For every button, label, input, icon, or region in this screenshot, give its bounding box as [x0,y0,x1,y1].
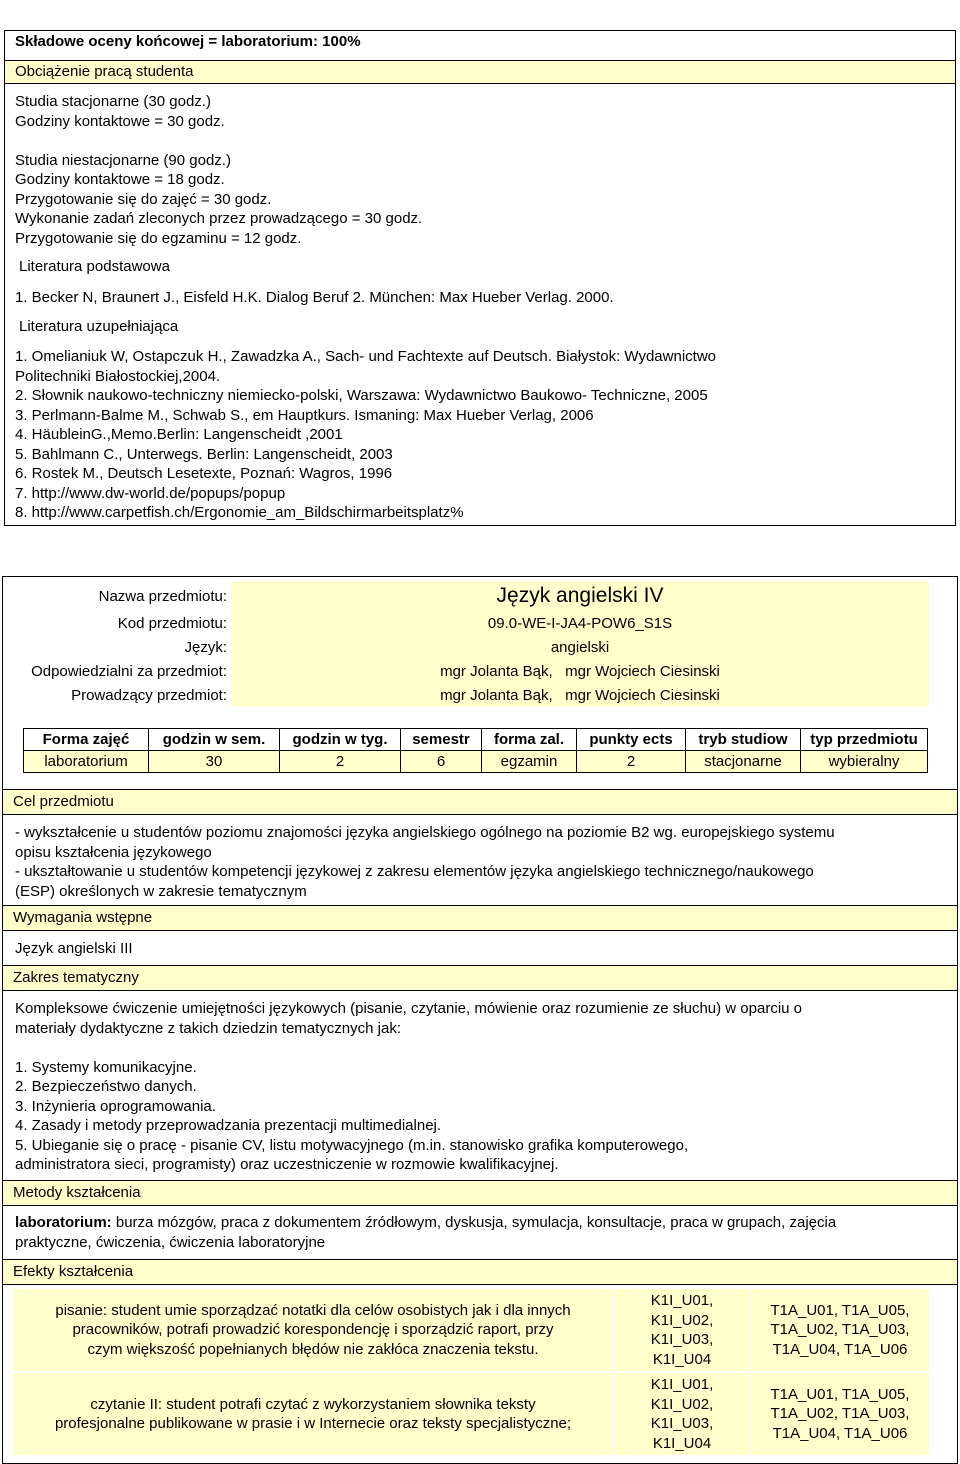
class-forms-table [23,728,928,773]
forms-cell: 2 [577,751,686,773]
workload-line: Przygotowanie się do egzaminu = 12 godz. [15,229,302,247]
forms-cell: stacjonarne [686,751,801,773]
subject-teachers: mgr Jolanta Bąk, mgr Wojciech Ciesinski [231,683,929,707]
effects-title: Efekty kształcenia [13,1263,134,1280]
effect-code: K1I_U02, [650,1395,714,1413]
scope-line [15,1038,945,1058]
goal-section-title [3,789,957,815]
effects-table [11,1287,931,1457]
subject-responsible: mgr Jolanta Bąk, mgr Wojciech Ciesinski [231,659,929,683]
workload-line [5,131,422,151]
top-section [4,30,956,526]
requirements-title: Wymagania wstępne [13,909,153,926]
lit-basic-item: 1. Becker N, Braunert J., Eisfeld H.K. Dialog Beruf 2. München: Max Hueber Verlag. 2000. [15,289,614,306]
effect-outcome: T1A_U04, T1A_U06 [772,1340,908,1358]
workload-line: Godziny kontaktowe = 30 godz. [15,112,225,130]
forms-header: forma zal. [482,729,577,751]
effect-code: K1I_U03, [650,1415,714,1432]
methods-form: laboratorium: [15,1214,112,1231]
workload-title: Obciążenie pracą studenta [5,60,955,84]
goal-title: Cel przedmiotu [13,793,114,810]
grade-line: Składowe oceny końcowej = laboratorium: 100% [5,31,955,53]
scope-line: materiały dydaktyczne z takich dziedzin tematycznych jak: [15,1019,401,1037]
subject-card [2,576,958,1464]
workload-line: Studia stacjonarne (30 godz.) [15,93,211,110]
info-label: Odpowiedzialni za przedmiot: [31,662,227,680]
lit-extra-title: Literatura uzupełniająca [19,318,179,335]
forms-header: typ przedmiotu [801,729,928,751]
effect-outcome: T1A_U02, T1A_U03, [770,1321,910,1339]
info-label: Nazwa przedmiotu: [98,587,227,605]
lit-extra-item: 3. Perlmann-Balme M., Schwab S., em Hauptkurs. Ismaning: Max Hueber Verlag, 2006 [15,406,594,424]
forms-header: punkty ects [577,729,686,751]
lit-extra-item: 5. Bahlmann C., Unterwegs. Berlin: Langenscheidt, 2003 [15,445,393,463]
methods-text [15,1213,945,1252]
lit-extra-item: 6. Rostek M., Deutsch Lesetexte, Poznań: Wagros, 1996 [15,465,393,482]
scope-line: administratora sieci, programisty) oraz uczestniczenie w rozmowie kwalifikacyjnej. [15,1156,559,1173]
lit-extra-item: Politechniki Białostockiej,2004. [15,367,221,385]
goal-text [15,823,945,901]
effect-desc-line: czytanie II: student potrafi czytać z wykorzystaniem słownika teksty [90,1395,536,1413]
forms-cell: 30 [149,751,280,773]
requirements-section-title [3,905,957,931]
lit-extra-item: 2. Słownik naukowo-techniczny niemiecko-polski, Warszawa: Wydawnictwo Baukowo- Techniczne, 2005 [15,387,708,404]
info-label: Prowadzący przedmiot: [71,686,227,704]
effect-outcome: T1A_U02, T1A_U03, [770,1405,910,1423]
forms-cell: egzamin [482,751,577,773]
subject-info-table [9,581,929,707]
forms-cell: 6 [401,751,482,773]
effects-row [13,1373,929,1455]
effect-codes [615,1289,749,1371]
scope-section-title [3,965,957,991]
effect-outcomes [751,1373,929,1455]
scope-line: Kompleksowe ćwiczenie umiejętności językowych (pisanie, czytanie, mówienie oraz rozumienie ze słuchu) w oparciu o [15,1000,803,1017]
forms-cell: 2 [280,751,401,773]
methods-section-title [3,1180,957,1206]
goal-line: - ukształtowanie u studentów kompetencji językowej z zakresu elementów języka angielskiego technicznego/naukowego [15,863,814,880]
effect-code: K1I_U04 [652,1434,712,1452]
goal-line: opisu kształcenia językowego [15,843,212,861]
goal-line: - wykształcenie u studentów poziomu znajomości języka angielskiego ogólnego na poziomie B2 wg. europejskiego systemu [15,824,835,841]
lit-extra-item: 1. Omelianiuk W, Ostapczuk H., Zawadzka A., Sach- und Fachtexte auf Deutsch. Białystok: Wydawnictwo [15,348,716,365]
forms-header: tryb studiow [686,729,801,751]
forms-cell: wybieralny [801,751,928,773]
subject-code: 09.0-WE-I-JA4-POW6_S1S [231,611,929,635]
scope-line: 1. Systemy komunikacyjne. [15,1058,197,1076]
scope-line: 2. Bezpieczeństwo danych. [15,1078,197,1095]
workload-line: Studia niestacjonarne (90 godz.) [15,151,231,169]
forms-header: semestr [401,729,482,751]
scope-line: 3. Inżynieria oprogramowania. [15,1097,216,1115]
effect-code: K1I_U04 [652,1350,712,1368]
workload-list [5,92,422,248]
forms-header: Forma zajęć [24,729,149,751]
effect-code: K1I_U01, [650,1292,714,1309]
requirements-line: Język angielski III [15,940,133,957]
scope-text [15,999,945,1175]
lit-extra-item: 4. HäubleinG.,Memo.Berlin: Langenscheidt ,2001 [15,426,343,443]
effect-code: K1I_U01, [650,1376,714,1393]
lit-extra-list [5,347,716,523]
workload-line: Przygotowanie się do zajęć = 30 godz. [15,190,272,208]
effect-desc-line: profesjonalne publikowane w prasie i w Internecie oraz teksty specjalistyczne; [54,1415,572,1432]
workload-line: Godziny kontaktowe = 18 godz. [15,171,225,188]
lit-extra-item: 8. http://www.carpetfish.ch/Ergonomie_am_Bildschirmarbeitsplatz% [15,504,464,521]
effect-description [13,1289,613,1371]
effect-outcome: T1A_U01, T1A_U05, [770,1385,910,1403]
scope-line: 5. Ubieganie się o pracę - pisanie CV, listu motywacyjnego (m.in. stanowisko grafika komputerowego, [15,1136,689,1154]
effect-desc-line: czym większość popełnianych błędów nie zakłóca znaczenia tekstu. [87,1340,539,1358]
workload-line: Wykonanie zadań zleconych przez prowadzącego = 30 godz. [15,210,423,227]
forms-cell: laboratorium [24,751,149,773]
subject-language: angielski [231,635,929,659]
requirements-text [15,939,945,959]
methods-line: burza mózgów, praca z dokumentem źródłowym, dyskusja, symulacja, konsultacje, praca w grupach, zajęcia [111,1214,837,1231]
lit-basic-title: Literatura podstawowa [19,258,170,275]
effect-outcome: T1A_U04, T1A_U06 [772,1424,908,1442]
effect-codes [615,1373,749,1455]
subject-name: Język angielski IV [231,581,929,611]
info-label: Język: [184,638,227,656]
effect-desc-line: pracowników, potrafi prowadzić korespondencję i sporządzić raport, przy [72,1321,554,1339]
methods-line: praktyczne, ćwiczenia, ćwiczenia laboratoryjne [15,1233,326,1251]
effect-code: K1I_U02, [650,1311,714,1329]
forms-header: godzin w sem. [149,729,280,751]
lit-extra-item: 7. http://www.dw-world.de/popups/popup [15,484,286,502]
scope-line: 4. Zasady i metody przeprowadzania prezentacji multimedialnej. [15,1117,442,1134]
info-label: Kod przedmiotu: [117,614,227,632]
effect-outcome: T1A_U01, T1A_U05, [770,1301,910,1319]
effect-outcomes [751,1289,929,1371]
effect-description [13,1373,613,1455]
effect-code: K1I_U03, [650,1331,714,1348]
effects-row [13,1289,929,1371]
scope-title: Zakres tematyczny [13,969,139,986]
methods-title: Metody kształcenia [13,1184,141,1201]
effects-section-title [3,1259,957,1285]
effect-desc-line: pisanie: student umie sporządzać notatki dla celów osobistych jak i dla innych [55,1301,571,1319]
forms-header: godzin w tyg. [280,729,401,751]
goal-line: (ESP) określonych w zakresie tematycznym [15,882,307,900]
